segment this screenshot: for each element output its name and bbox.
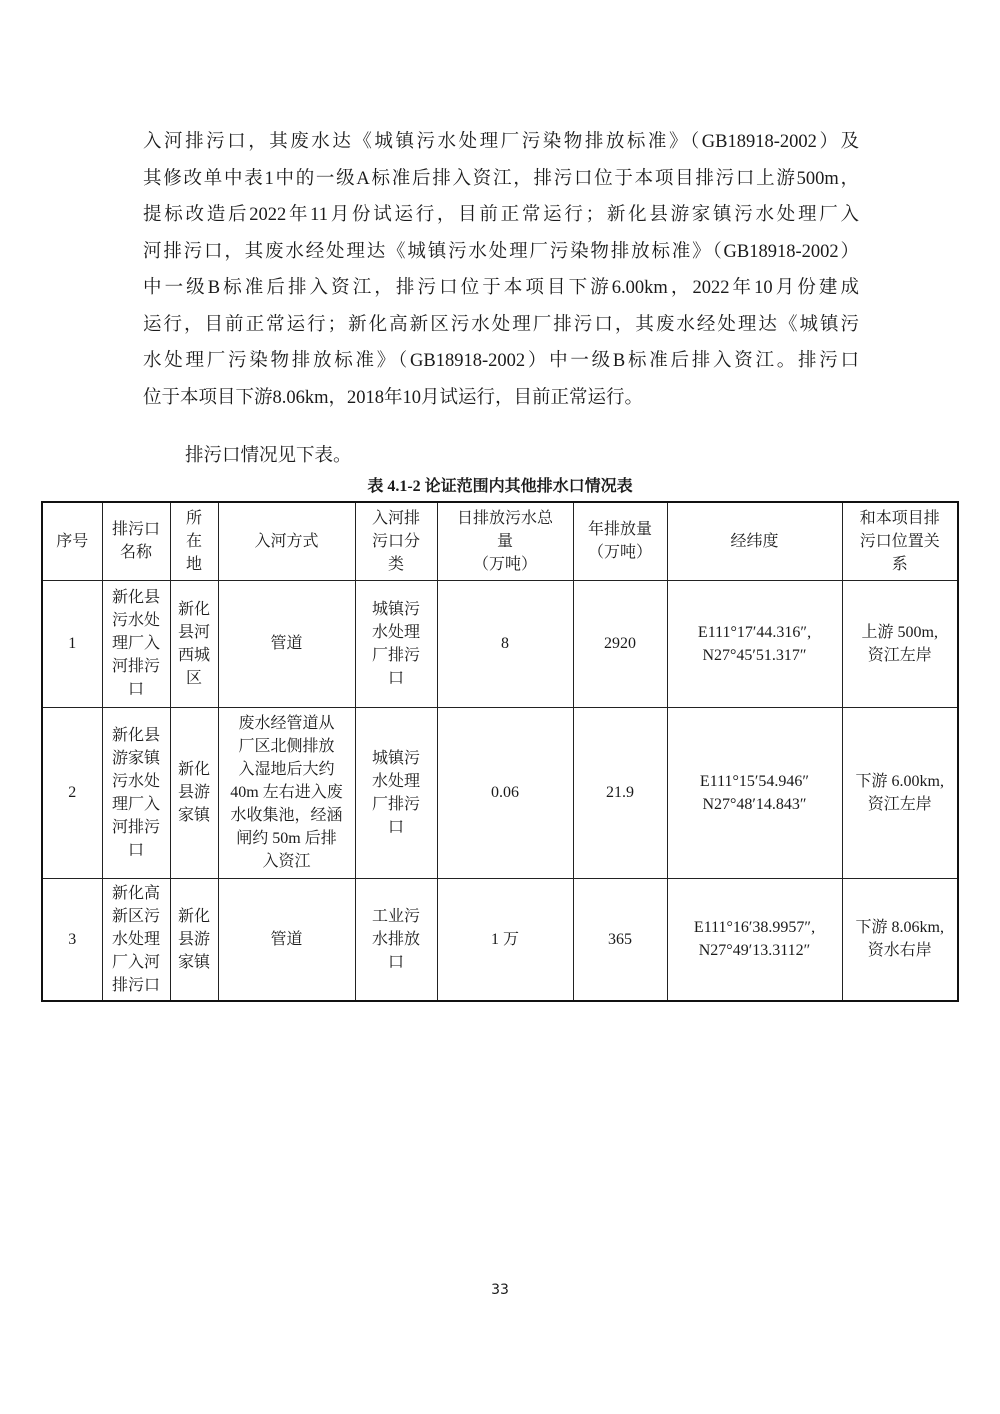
header-outfall-name: 排污口 名称: [102, 502, 170, 580]
cell-outfall-type: 城镇污 水处理 厂排污 口: [355, 707, 437, 878]
cell-location: 新化 县游 家镇: [170, 878, 218, 1001]
paragraph-line: 河排污口，其废水经处理达《城镇污水处理厂污染物排放标准》（GB18918-2002）: [143, 241, 859, 262]
paragraph-line: 运行，目前正常运行；新化高新区污水处理厂排污口，其废水经处理达《城镇污: [143, 314, 859, 335]
paragraph-line: 水处理厂污染物排放标准》（GB18918-2002）中一级B标准后排入资江。排污口: [143, 351, 859, 371]
cell-relative-position: 下游 6.00km, 资江左岸: [842, 707, 958, 878]
paragraph-line: 提标改造后2022年11月份试运行，目前正常运行；新化县游家镇污水处理厂入: [143, 205, 859, 225]
cell-location: 新化 县河 西城 区: [170, 580, 218, 707]
cell-annual-discharge: 365: [573, 878, 667, 1001]
cell-annual-discharge: 21.9: [573, 707, 667, 878]
header-annual-discharge: 年排放量 （万吨）: [573, 502, 667, 580]
table-row: [42, 580, 958, 707]
cell-relative-position: 下游 8.06km, 资水右岸: [842, 878, 958, 1001]
header-outfall-type: 入河排 污口分 类: [355, 502, 437, 580]
cell-outfall-name: 新化县 污水处 理厂入 河排污 口: [102, 580, 170, 707]
header-daily-discharge: 日排放污水总 量 （万吨）: [437, 502, 573, 580]
body-paragraph: [143, 124, 859, 416]
cell-relative-position: 上游 500m, 资江左岸: [842, 580, 958, 707]
page-number: 33: [491, 1282, 509, 1298]
cell-location: 新化 县游 家镇: [170, 707, 218, 878]
header-discharge-method: 入河方式: [218, 502, 355, 580]
cell-coordinates: E111°16′38.9957″, N27°49′13.3112″: [667, 878, 842, 1001]
cell-outfall-name: 新化高 新区污 水处理 厂入河 排污口: [102, 878, 170, 1001]
cell-coordinates: E111°15′54.946″ N27°48′14.843″: [667, 707, 842, 878]
cell-outfall-type: 工业污 水排放 口: [355, 878, 437, 1001]
cell-discharge-method: 管道: [218, 580, 355, 707]
cell-seq: 2: [42, 707, 102, 878]
cell-outfall-type: 城镇污 水处理 厂排污 口: [355, 580, 437, 707]
paragraph-line: 其修改单中表1中的一级A标准后排入资江，排污口位于本项目排污口上游500m，: [143, 168, 859, 189]
table-row: [42, 707, 958, 878]
paragraph-line: 中一级B标准后排入资江，排污口位于本项目下游6.00km，2022年10月份建成: [143, 278, 859, 298]
outfall-table: [41, 501, 959, 1002]
table-caption: 表 4.1-2 论证范围内其他排水口情况表: [367, 478, 633, 495]
cell-daily-discharge: 8: [437, 580, 573, 707]
table-header-row: [42, 502, 958, 580]
paragraph-line: 入河排污口，其废水达《城镇污水处理厂污染物排放标准》（GB18918-2002）及: [143, 132, 859, 152]
cell-annual-discharge: 2920: [573, 580, 667, 707]
header-coordinates: 经纬度: [667, 502, 842, 580]
paragraph-line: 位于本项目下游8.06km，2018年10月试运行，目前正常运行。: [143, 387, 644, 408]
cell-seq: 3: [42, 878, 102, 1001]
header-seq: 序号: [42, 502, 102, 580]
cell-daily-discharge: 1 万: [437, 878, 573, 1001]
cell-discharge-method: 管道: [218, 878, 355, 1001]
table-intro-text: 排污口情况见下表。: [185, 446, 352, 466]
header-location: 所 在 地: [170, 502, 218, 580]
cell-seq: 1: [42, 580, 102, 707]
table-row: [42, 878, 958, 1001]
cell-discharge-method: 废水经管道从 厂区北侧排放 入湿地后大约 40m 左右进入废 水收集池，经涵 闸约 50m 后排 入资江: [218, 707, 355, 878]
cell-daily-discharge: 0.06: [437, 707, 573, 878]
cell-coordinates: E111°17′44.316″, N27°45′51.317″: [667, 580, 842, 707]
header-relative-position: 和本项目排 污口位置关 系: [842, 502, 958, 580]
cell-outfall-name: 新化县 游家镇 污水处 理厂入 河排污 口: [102, 707, 170, 878]
